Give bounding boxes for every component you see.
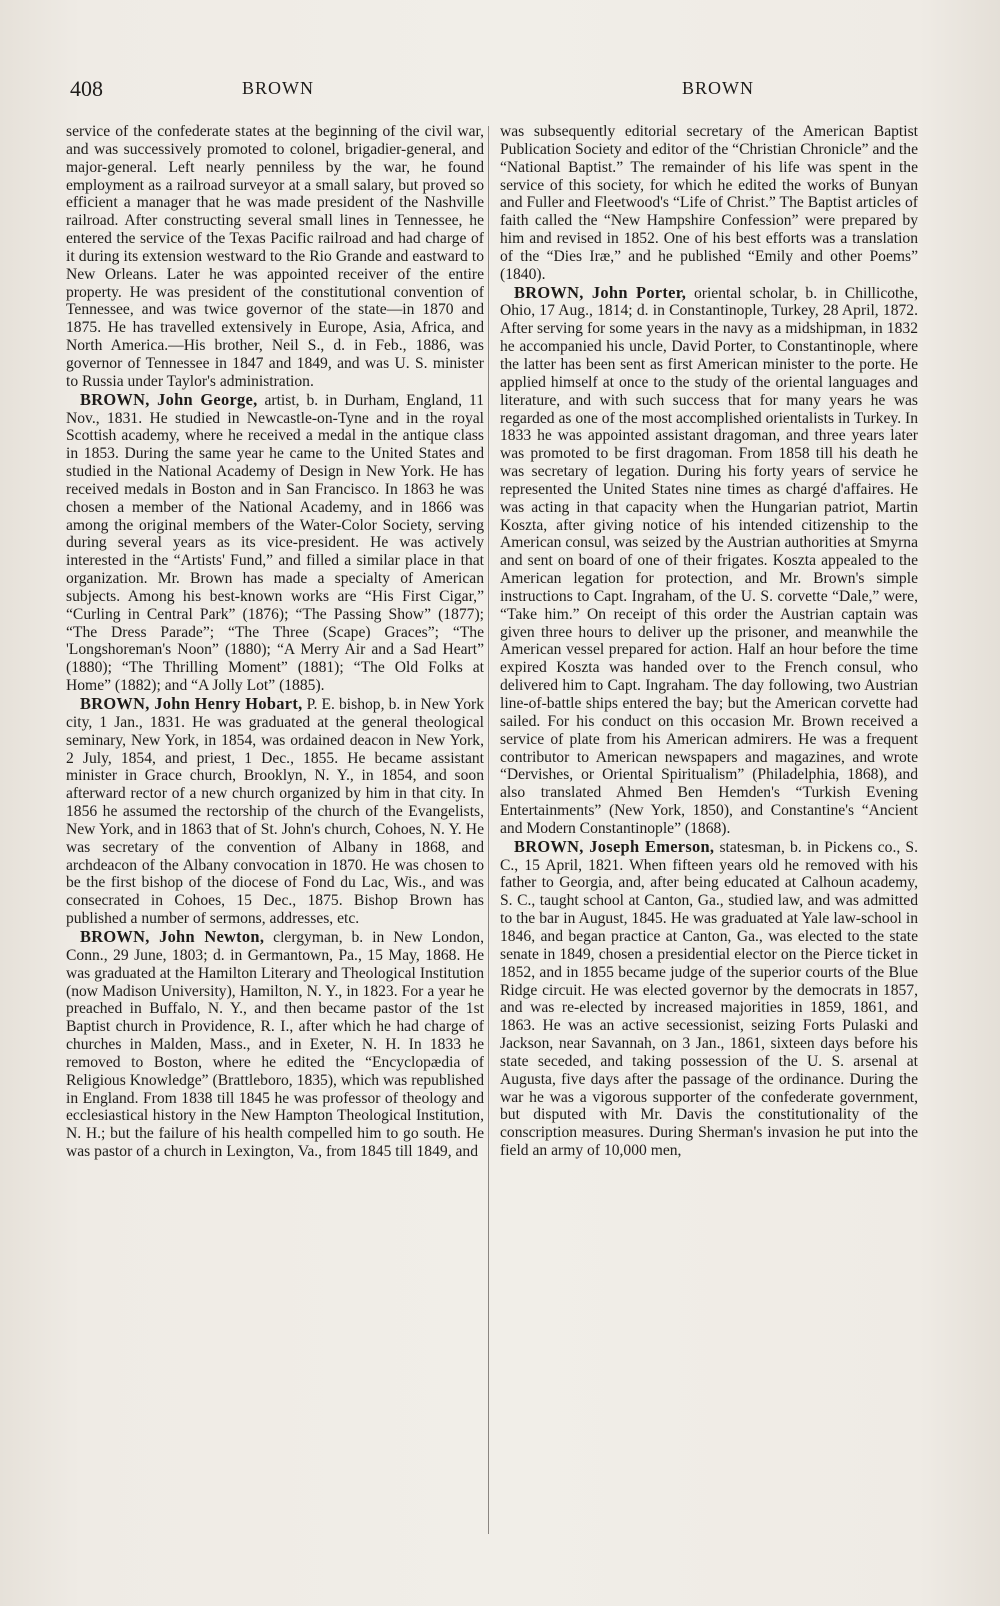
biography-entry [500,284,918,838]
entry-headword: BROWN, John Henry Hobart, [80,694,303,713]
entry-text: was subsequently editorial secretary of the American Baptist Publication Society and editor of the “Christian Chronicle” and the “National Baptist.” The remainder of his life was spent in the service of this society, for which he edited the works of Bunyan and Fuller and Fleetwood's “Life of Christ.” The Baptist articles of faith called the “New Hampshire Confession” were prepared by him and revised in 1852. One of his best efforts was a translation of the “Dies Iræ,” and he published “Emily and other Poems” (1840). [500,123,918,283]
entry-headword: BROWN, Joseph Emerson, [514,836,715,856]
right-running-title: BROWN [682,78,754,98]
entry-text: oriental scholar, b. in Chillicothe, Ohio, 17 Aug., 1814; d. in Constantinople, Turkey, 28 April, 1872. After serving for some years in the navy as a midshipman, in 1832 he accompanied his uncle, David Porter, to Constantinople, where the latter has been sent as first American minister to the porte. He applied himself at once to the study of the oriental languages and literature, and with such success that for many years he was regarded as one of the most accomplished orientalists in Turkey. In 1833 he was appointed assistant dragoman, and three years later was promoted to be first dragoman. From 1858 till his death he was secretary of legation. During his forty years of service he represented the United States nine times as chargé d'affaires. He was acting in that capacity when the Hungarian patriot, Martin Koszta, after giving notice of his intended citizenship to the American consul, was seized by the Austrian authorities at Smyrna and sent on board of one of their frigates. Koszta appealed to the American legation for protection, and Mr. Brown's simple instructions to Capt. Ingraham, of the U. S. corvette “Dale,” were, “Take him.” On receipt of this order the Austrian captain was given three hours to deliver up the prisoner, and meanwhile the American vessel prepared for action. Half an hour before the time expired Koszta was handed over to the French consul, who delivered him to Capt. Ingraham. The day following, two Austrian line-of-battle ships entered the bay; but the American corvette had sailed. For his conduct on this occasion Mr. Brown received a service of plate from his American admirers. He was a frequent contributor to American newspapers and magazines, and wrote “Dervishes, or Oriental Spiritualism” (Philadelphia, 1868), and also translated Ahmed Ben Hemden's “Turkish Evening Entertainments” (New York, 1850), and Constantine's “Ancient and Modern Constantinople” (1868). [500,284,918,837]
entry-headword: BROWN, John George, [80,389,258,409]
biography-entry [66,695,484,928]
entry-continuation [66,123,484,391]
biography-entry [500,838,918,1160]
running-head [70,76,920,106]
entry-text: statesman, b. in Pickens co., S. C., 15 April, 1821. When fifteen years old he removed with his father to Georgia, and, after being educated at Calhoun academy, S. C., taught school at Canton, Ga., studied law, and was admitted to the bar in August, 1845. He was graduated at Yale law-school in 1846, and began practice at Canton, Ga., was elected to the state senate in 1849, chosen a presidential elector on the Pierce ticket in 1852, and in 1855 became judge of the superior courts of the Blue Ridge circuit. He was elected governor by the democrats in 1857, and was re-elected by increased majorities in 1859, 1861, and 1863. He was an active secessionist, seizing Forts Pulaski and Jackson, near Savannah, on 3 Jan., 1861, sixteen days before his state seceded, and taking possession of the U. S. arsenal at Augusta, five days after the passage of the ordinance. During the war he was a vigorous supporter of the confederate government, but disputed with Mr. Davis the constitutionality of the conscription measures. During Sherman's invasion he put into the field an army of 10,000 men, [500,838,918,1160]
biography-entry [66,928,484,1161]
entry-text: P. E. bishop, b. in New York city, 1 Jan., 1831. He was graduated at the general theological seminary, New York, in 1854, was ordained deacon in New York, 2 July, 1854, and priest, 1 Dec., 1855. He became assistant minister in Grace church, Brooklyn, N. Y., in 1854, and soon afterward rector of a new church organized by him in that city. In 1856 he assumed the rectorship of the church of the Evangelists, New York, and in 1863 that of St. John's church, Cohoes, N. Y. He was secretary of the convention of Albany in 1868, and archdeacon of the Albany convocation in 1870. He was chosen to be the first bishop of the diocese of Fond du Lac, Wis., and was consecrated in Cohoes, 15 Dec., 1875. Bishop Brown has published a number of sermons, addresses, etc. [66,696,484,928]
right-column [500,123,918,1160]
column-divider [488,126,489,1534]
page-number: 408 [70,76,103,101]
entry-headword: BROWN, John Newton, [80,926,265,946]
entry-text: artist, b. in Durham, England, 11 Nov., 1831. He studied in Newcastle-on-Tyne and in the royal Scottish academy, where he received a medal in the antique class in 1853. During the same year he came to the United States and studied in the National Academy of Design in New York. He has received medals in Boston and in San Francisco. In 1863 he was chosen a member of the National Academy, and in 1866 was among the original members of the Water-Color Society, serving during several years as its vice-president. He was actively interested in the “Artists' Fund,” and filled a similar place in that organization. Mr. Brown has made a specialty of American subjects. Among his best-known works are “His First Cigar,” “Curling in Central Park” (1876); “The Passing Show” (1877); “The Dress Parade”; “The Three (Scape) Graces”; “The 'Longshoreman's Noon” (1880); “A Merry Air and a Sad Heart” (1880); “The Thrilling Moment” (1881); “The Old Folks at Home” (1882); and “A Jolly Lot” (1885). [66,391,484,695]
left-running-title: BROWN [242,78,314,98]
left-column [66,123,484,1161]
entry-text: clergyman, b. in New London, Conn., 29 June, 1803; d. in Germantown, Pa., 15 May, 1868. He was graduated at the Hamilton Literary and Theological Institution (now Madison University), Hamilton, N. Y., in 1823. For a year he preached in Buffalo, N. Y., and then became pastor of the 1st Baptist church in Providence, R. I., after which he had charge of churches in Malden, Mass., and in Exeter, N. H. In 1833 he removed to Boston, where he edited the “Encyclopædia of Religious Knowledge” (Brattleboro, 1835), which was republished in England. From 1838 till 1845 he was professor of theology and ecclesiastical history in the New Hampton Theological Institution, N. H.; but the failure of his health compelled him to go south. He was pastor of a church in Lexington, Va., from 1845 till 1849, and [66,928,484,1161]
entry-text: service of the confederate states at the beginning of the civil war, and was successively promoted to colonel, brigadier-general, and major-general. Left nearly penniless by the war, he found employment as a railroad surveyor at a small salary, but proved so efficient a manager that he was made president of the Nashville railroad. After constructing several small lines in Tennessee, he entered the service of the Texas Pacific railroad and had charge of it during its extension westward to the Rio Grande and eastward to New Orleans. Later he was appointed receiver of the entire property. He was president of the constitutional convention of Tennessee, and was twice governor of the state—in 1870 and 1875. He has travelled extensively in Europe, Asia, Africa, and North America.—His brother, Neil S., d. in Feb., 1886, was governor of Tennessee in 1847 and 1849, and was U. S. minister to Russia under Taylor's administration. [66,123,484,390]
entry-continuation [500,123,918,284]
biography-entry [66,391,484,695]
entry-headword: BROWN, John Porter, [514,282,687,302]
